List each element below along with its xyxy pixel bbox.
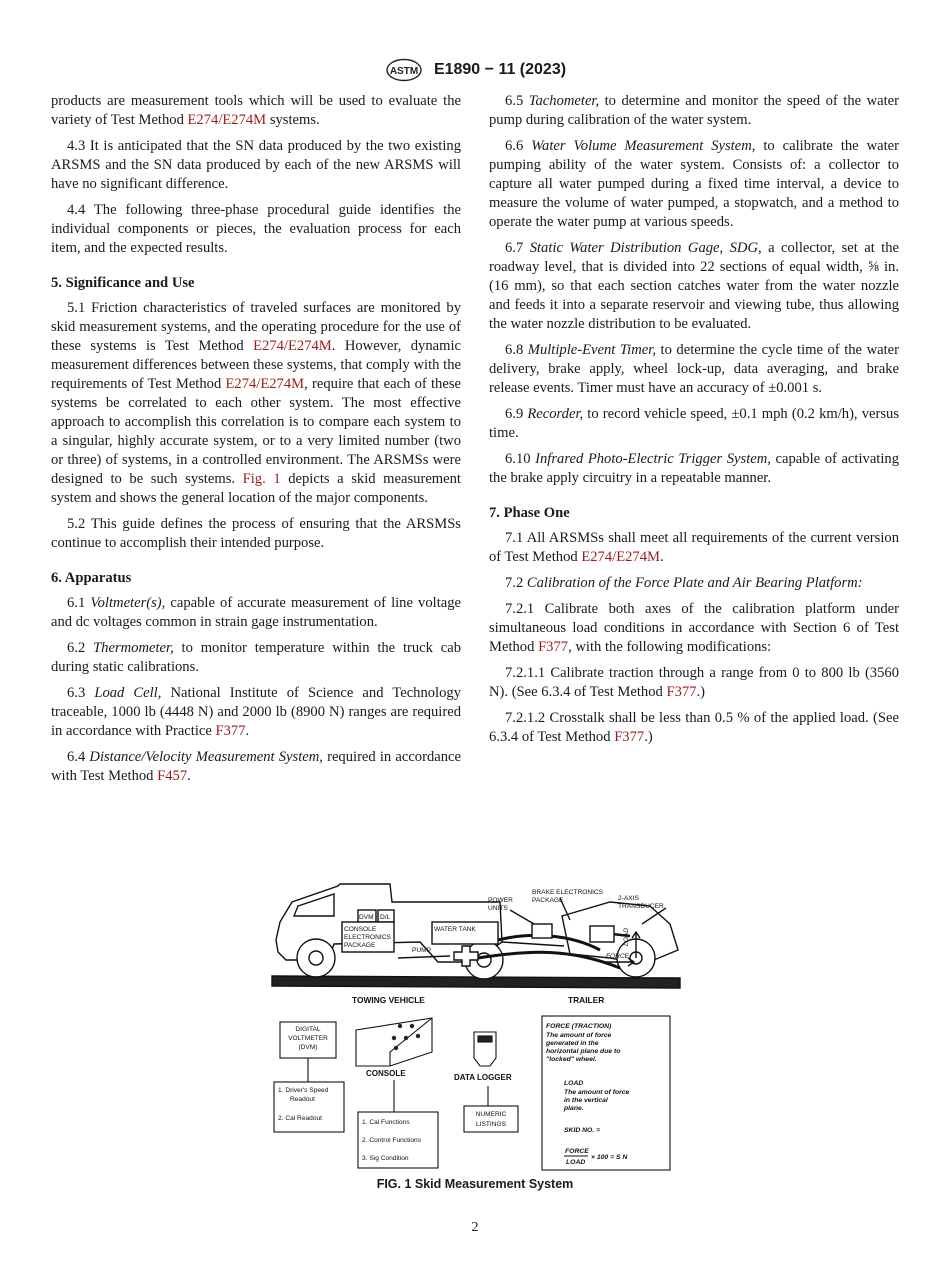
- paragraph-4-3: 4.3 It is anticipated that the SN data produced by the two existing ARSMS and the SN data produced by each of the new ARSMS will have no significant difference.: [51, 138, 461, 192]
- paragraph-5-2: 5.2 This guide defines the process of ensuring that the ARSMSs continue to accomplish their intended purpose.: [51, 516, 461, 551]
- section-6-heading: 6. Apparatus: [51, 570, 132, 586]
- def-load-line-2: in the vertical: [564, 1097, 608, 1104]
- paragraph-6-8: 6.8 Multiple-Event Timer, to determine the cycle time of the water delivery, brake apply, wheel lock-up, data averaging, and brake release events. Timer must have an accuracy of ±0.001 s.: [489, 342, 899, 396]
- numeric-line-2: LISTINGS: [475, 1121, 507, 1128]
- console-pkg-line-1: CONSOLE: [344, 926, 377, 933]
- formula-numerator: FORCE: [565, 1148, 589, 1155]
- dvm-box-line-1: DIGITAL: [295, 1026, 321, 1033]
- skid-measurement-figure: [270, 880, 682, 1180]
- paragraph-6-4: 6.4 Distance/Velocity Measurement System, required in accordance with Test Method F457.: [51, 749, 461, 784]
- paragraph-4-4: 4.4 The following three-phase procedural guide identifies the individual components or pieces, the evaluation process for each item, and the expected results.: [51, 202, 461, 256]
- console-list-item-2: 2. Control Functions: [362, 1137, 422, 1144]
- link-f377[interactable]: F377: [614, 729, 645, 745]
- console-label: CONSOLE: [366, 1069, 406, 1078]
- paragraph-7-2-1-2: 7.2.1.2 Crosstalk shall be less than 0.5 % of the applied load. (See 6.3.4 of Test Method F377.): [489, 710, 899, 745]
- pump-label: PUMP: [412, 947, 432, 954]
- console-list-item-1: 1. Cal Functions: [362, 1119, 410, 1126]
- def-force-line-4: "locked" wheel.: [546, 1056, 597, 1063]
- dvm-box-line-3: (DVM): [298, 1044, 318, 1051]
- transducer-line-1: 2-AXIS: [618, 895, 639, 902]
- page-number: 2: [471, 1220, 479, 1235]
- section-5-heading: 5. Significance and Use: [51, 275, 195, 291]
- dvm-list-item-1: 1. Driver's Speed: [278, 1087, 329, 1094]
- paragraph-6-9: 6.9 Recorder, to record vehicle speed, ±0.1 mph (0.2 km/h), versus time.: [489, 406, 899, 441]
- paragraph-6-7: 6.7 Static Water Distribution Gage, SDG, a collector, set at the roadway level, that is divided into 22 sections of equal width, ⅝ in. (16 mm), so that each section catches water from the water nozzle and feeds it into a separate reservoir and viewing tube, thus allowing the water nozzle distribution to be evaluated.: [489, 240, 900, 332]
- page-header: [0, 58, 950, 82]
- paragraph-5-1: 5.1 Friction characteristics of traveled surfaces are monitored by skid measurement systems, and the operating procedure for the use of these systems is Test Method E274/E274M. However, dynamic measurement differences between these systems, that comply with the requirements of Test Method E274/E274M, require that each of these systems be correlated to each other system. The most effective approach to accomplish this correlation is to compare each system to a singular, highly accurate system, or to a very limited number (two or three) of systems, in a controlled environment. The ARSMSs were designed to be such systems. Fig. 1 depicts a skid measurement system and shows the general location of the major components.: [51, 300, 462, 506]
- def-force-line-3: horizontal plane due to: [546, 1048, 621, 1055]
- left-column: [51, 92, 461, 793]
- transducer-line-2: TRANSDUCER: [618, 903, 664, 910]
- brake-electronics-box: [590, 926, 614, 942]
- data-logger-label: DATA LOGGER: [454, 1073, 512, 1082]
- figure-caption: FIG. 1 Skid Measurement System: [376, 1177, 574, 1191]
- numeric-listings-box: [464, 1106, 518, 1132]
- link-e274[interactable]: E274/E274M: [225, 376, 305, 392]
- formula-denominator: LOAD: [566, 1159, 586, 1166]
- numeric-line-1: NUMERIC: [475, 1111, 507, 1118]
- def-load-line-3: plane.: [564, 1105, 584, 1112]
- link-f377[interactable]: F377: [215, 723, 246, 739]
- power-units-box: [532, 924, 552, 938]
- brake-pkg-line-1: BRAKE ELECTRONICS: [532, 889, 604, 896]
- formula-rest: × 100 = S N: [591, 1154, 628, 1161]
- paragraph-6-10: 6.10 Infrared Photo-Electric Trigger System, capable of activating the brake apply circuitry in a repeatable manner.: [489, 451, 899, 486]
- def-force-line-2: generated in the: [546, 1040, 599, 1047]
- front-wheel: [297, 939, 335, 977]
- link-f377[interactable]: F377: [538, 639, 569, 655]
- paragraph-6-1: 6.1 Voltmeter(s), capable of accurate measurement of line voltage and dc voltages common in strain gage instrumentation.: [51, 595, 461, 630]
- link-e274[interactable]: E274/E274M: [253, 338, 332, 354]
- def-force-line-1: The amount of force: [546, 1032, 612, 1039]
- brake-pkg-line-2: PACKAGE: [532, 897, 564, 904]
- console-pkg-line-2: ELECTRONICS: [344, 934, 391, 941]
- dvm-box-line-2: VOLTMETER: [288, 1035, 328, 1042]
- paragraph-7-1: 7.1 All ARSMSs shall meet all requirements of the current version of Test Method E274/E274M.: [489, 530, 899, 565]
- trailer-label: TRAILER: [568, 995, 605, 1005]
- link-f377[interactable]: F377: [666, 684, 697, 700]
- load-label: LOAD: [623, 928, 630, 946]
- paragraph-6-5: 6.5 Tachometer, to determine and monitor the speed of the water pump during calibration of the water system.: [489, 93, 899, 128]
- dl-label: D/L: [380, 914, 391, 921]
- force-label: FORCE: [606, 953, 630, 960]
- document-designation: E1890 − 11 (2023): [433, 61, 567, 78]
- paragraph-6-6: 6.6 Water Volume Measurement System, to calibrate the water pumping ability of the water system. Consists of: a collector to capture all water pumped during a fixed time interval, a device to measure the volume of water pumped, a stopwatch, and a method to operate the water pump at various speeds.: [489, 138, 900, 230]
- paragraph-7-2-1-1: 7.2.1.1 Calibrate traction through a range from 0 to 800 lb (3560 N). (See 6.3.4 of Test Method F377.): [489, 665, 899, 700]
- console-list-item-3: 3. Sig Condition: [362, 1155, 409, 1162]
- link-fig-1[interactable]: Fig. 1: [242, 471, 281, 487]
- paragraph-7-2: 7.2 Calibration of the Force Plate and Air Bearing Platform:: [505, 575, 863, 591]
- dvm-list-item-1b: Readout: [290, 1096, 315, 1103]
- paragraph-6-2: 6.2 Thermometer, to monitor temperature within the truck cab during static calibrations.: [51, 640, 462, 675]
- def-load-line-1: The amount of force: [564, 1089, 630, 1096]
- link-e274[interactable]: E274/E274M: [187, 112, 267, 128]
- paragraph-7-2-1: 7.2.1 Calibrate both axes of the calibration platform under simultaneous load conditions in accordance with Section 6 of Test Method F377, with the following modifications:: [489, 601, 899, 655]
- def-load-title: LOAD: [564, 1080, 584, 1087]
- power-units-line-1: POWER: [488, 897, 513, 904]
- right-column: [489, 92, 899, 754]
- skid-no-label: SKID NO. =: [564, 1127, 601, 1134]
- section-7-heading: 7. Phase One: [489, 505, 570, 521]
- paragraph-6-3: 6.3 Load Cell, National Institute of Science and Technology traceable, 1000 lb (4448 N) and 2000 lb (8900 N) ranges are required in accordance with Practice F377.: [51, 685, 462, 739]
- dvm-label: DVM: [359, 914, 374, 921]
- dvm-list-item-2: 2. Cal Readout: [278, 1115, 322, 1122]
- console-pkg-line-3: PACKAGE: [344, 942, 376, 949]
- def-force-title: FORCE (TRACTION): [546, 1023, 612, 1030]
- towing-vehicle-label: TOWING VEHICLE: [352, 995, 425, 1005]
- astm-logo-icon: [384, 58, 424, 82]
- paragraph-continued: products are measurement tools which will be used to evaluate the variety of Test Method E274/E274M systems.: [51, 93, 461, 128]
- console-box-shape: [356, 1018, 432, 1066]
- link-f457[interactable]: F457: [157, 768, 188, 784]
- power-units-line-2: UNITS: [488, 905, 508, 912]
- water-tank-label: WATER TANK: [434, 926, 476, 933]
- svg-text:ASTM: ASTM: [389, 66, 419, 77]
- link-e274[interactable]: E274/E274M: [581, 549, 660, 565]
